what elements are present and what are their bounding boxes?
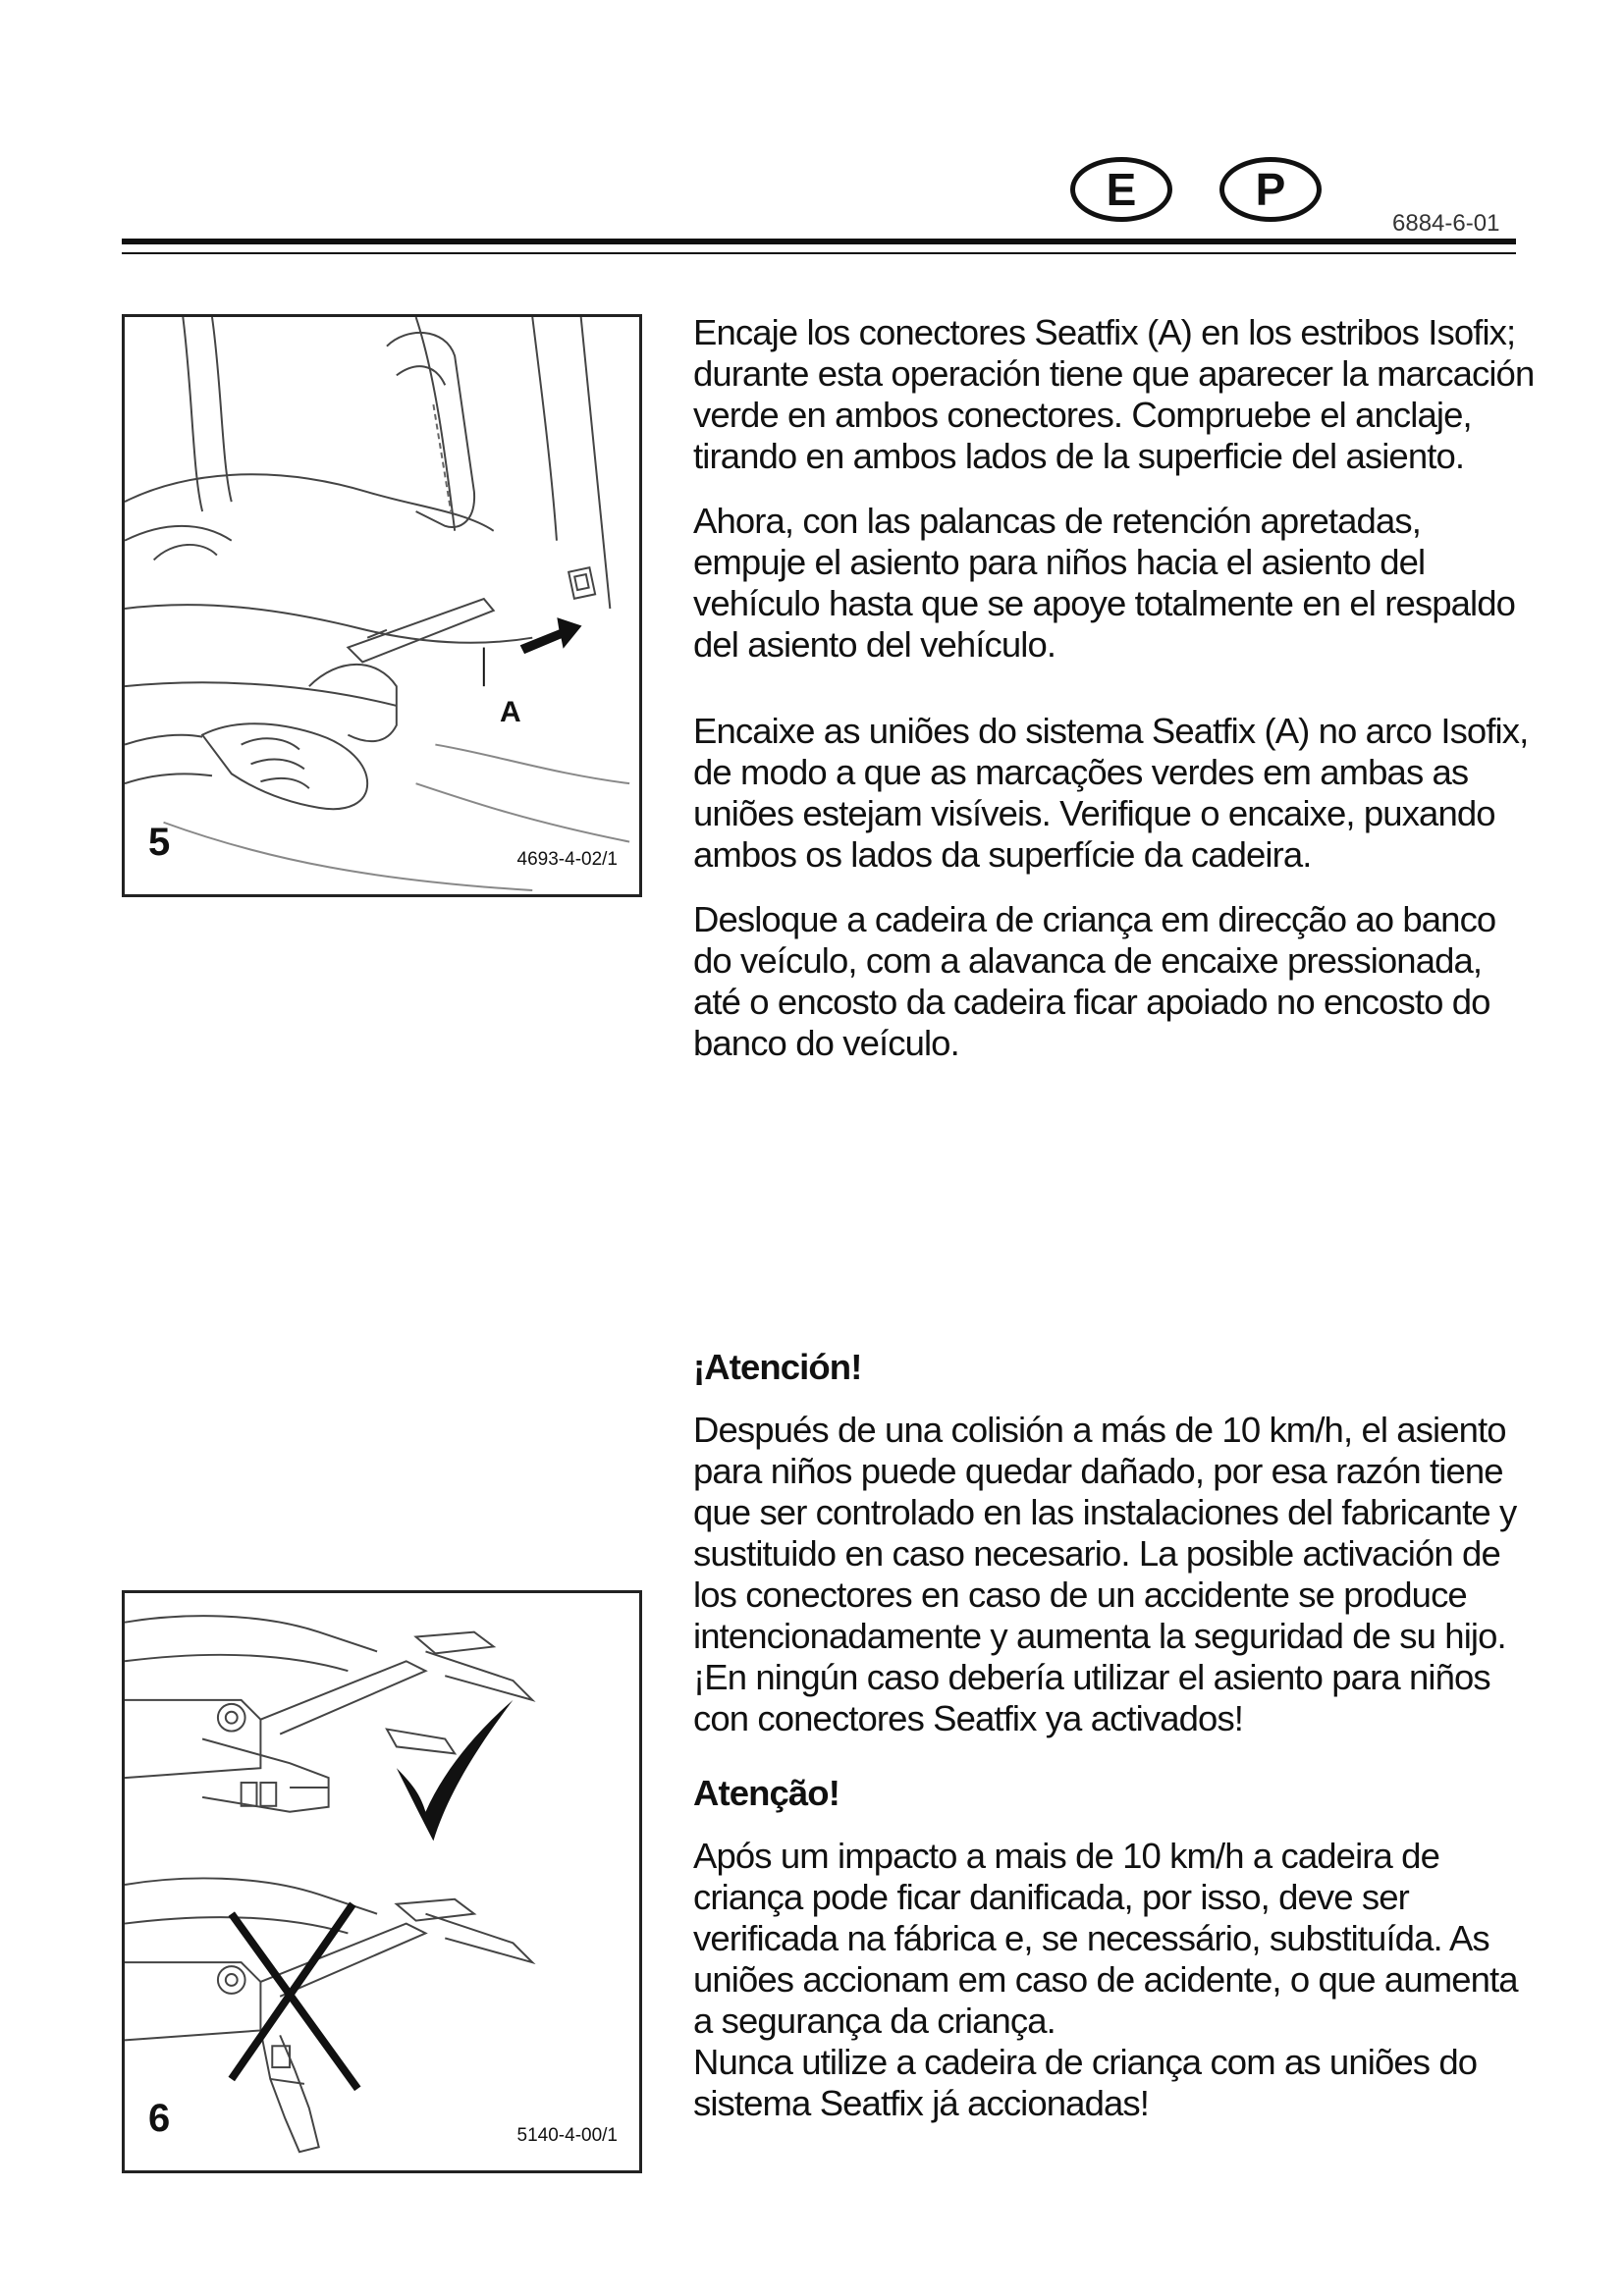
header-rule-thick: [122, 239, 1516, 244]
language-badge-spanish: [1070, 157, 1172, 222]
paragraph-pt-2: Desloque a cadeira de criança em direcção ao banco do veículo, com a alavanca de encaixe pressionada, até o encosto da cadeira ficar apoiado no encosto do banco do veículo.: [693, 899, 1496, 1063]
figure-6-number: 6: [148, 2097, 171, 2140]
language-badge-portuguese-label: P: [1255, 164, 1286, 215]
paragraph-es-warning-note: ¡En ningún caso debería utilizar el asiento para niños con conectores Seatfix ya activados!: [693, 1657, 1490, 1738]
figure-5: [122, 314, 642, 897]
figure-6-code: 5140-4-00/1: [516, 2125, 618, 2146]
header-rule-thin: [122, 252, 1516, 254]
paragraph-pt-warning-body: Após um impacto a mais de 10 km/h a cadeira de criança pode ficar danificada, por isso, deve ser verificada na fábrica e, se necessário, substituída. As uniões accionam em caso de acidente, o que aumenta a segurança da criança.: [693, 1836, 1518, 2041]
paragraph-pt-warning-note: Nunca utilize a cadeira de criança com as uniões do sistema Seatfix já accionadas!: [693, 2042, 1478, 2123]
figure-6-illustration: [125, 1593, 639, 2170]
heading-pt-warning: Atenção!: [693, 1773, 839, 1813]
document-code: 6884-6-01: [1392, 210, 1500, 237]
language-badge-spanish-label: E: [1106, 164, 1137, 215]
heading-es-warning: ¡Atención!: [693, 1347, 862, 1387]
language-badge-portuguese: [1219, 157, 1322, 222]
figure-6: [122, 1590, 642, 2173]
figure-5-illustration: [125, 317, 639, 894]
figure-5-label-a: A: [500, 696, 521, 728]
paragraph-es-1: Encaje los conectores Seatfix (A) en los estribos Isofix; durante esta operación tiene que aparecer la marcación verde en ambos conectores. Compruebe el anclaje, tirando en ambos lados de la superficie del asiento.: [693, 312, 1535, 476]
paragraph-pt-1: Encaixe as uniões do sistema Seatfix (A) no arco Isofix, de modo a que as marcações verdes em ambas as uniões estejam visíveis. Verifique o encaixe, puxando ambos os lados da superfície da cadeira.: [693, 711, 1529, 875]
figure-5-number: 5: [148, 821, 171, 864]
paragraph-es-warning-body: Después de una colisión a más de 10 km/h, el asiento para niños puede quedar dañado, por esa razón tiene que ser controlado en las instalaciones del fabricante y sustituido en caso necesario. La posible activación de los conectores en caso de un accidente se produce intencionadamente y aumenta la seguridad de su hijo.: [693, 1410, 1517, 1656]
figure-5-code: 4693-4-02/1: [516, 849, 618, 870]
section-1-text: [693, 312, 1538, 1064]
section-2-text: [693, 1347, 1538, 2124]
paragraph-es-2: Ahora, con las palancas de retención apretadas, empuje el asiento para niños hacia el asiento del vehículo hasta que se apoye totalmente en el respaldo del asiento del vehículo.: [693, 501, 1516, 665]
